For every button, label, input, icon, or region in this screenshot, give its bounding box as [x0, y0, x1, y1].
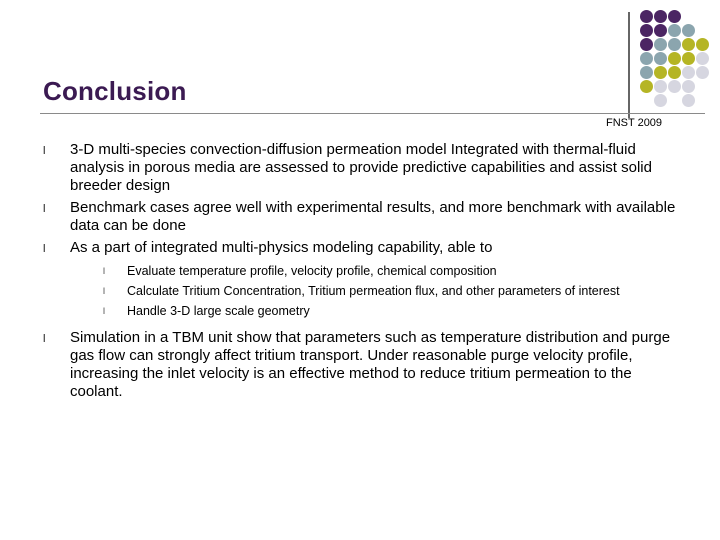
bullet-marker: l	[43, 243, 46, 255]
decorative-dot	[668, 80, 681, 93]
decorative-dot	[640, 66, 653, 79]
bullet-list	[40, 141, 680, 405]
decorative-dot	[654, 94, 667, 107]
sub-bullet-text: Evaluate temperature profile, velocity profile, chemical composition	[127, 264, 497, 278]
decorative-dot	[682, 24, 695, 37]
slide-title: Conclusion	[43, 76, 187, 106]
sub-bullet-marker: l	[103, 266, 105, 276]
decorative-dot	[682, 80, 695, 93]
bullet-text: As a part of integrated multi-physics modeling capability, able to	[70, 239, 493, 256]
decorative-dot	[696, 52, 709, 65]
decorative-dot	[640, 80, 653, 93]
decorative-dot	[654, 10, 667, 23]
conference-label: FNST 2009	[606, 117, 663, 129]
bullet-marker: l	[43, 333, 46, 345]
decorative-dot	[654, 52, 667, 65]
bullet-marker: l	[43, 203, 46, 215]
bullet-item	[40, 239, 680, 321]
sub-bullet-item	[70, 301, 680, 321]
decorative-dot	[682, 52, 695, 65]
sub-bullet-text: Calculate Tritium Concentration, Tritium permeation flux, and other parameters of interest	[127, 284, 620, 298]
bullet-item	[40, 329, 680, 401]
decorative-dot	[654, 80, 667, 93]
decorative-dot	[654, 24, 667, 37]
bullet-text: Simulation in a TBM unit show that parameters such as temperature distribution and purge gas flow can strongly affect tritium transport. Under reasonable purge velocity profile, increasing the inlet velocity is an effective method to reduce tritium permeation to the coolant.	[70, 329, 671, 400]
decorative-dot	[682, 94, 695, 107]
bullet-item	[40, 199, 680, 235]
decorative-dot	[640, 38, 653, 51]
decorative-dot	[668, 10, 681, 23]
sub-bullet-marker: l	[103, 306, 105, 316]
bullet-item	[40, 141, 680, 195]
decorative-dot	[654, 66, 667, 79]
bullet-text: Benchmark cases agree well with experimental results, and more benchmark with available data can be done	[70, 199, 676, 234]
decorative-dot	[668, 52, 681, 65]
title-divider	[40, 113, 705, 114]
bullet-marker: l	[43, 145, 46, 157]
sub-bullet-marker: l	[103, 286, 105, 296]
decorative-dot	[640, 24, 653, 37]
decorative-dot	[640, 10, 653, 23]
decorative-dot	[668, 24, 681, 37]
sub-bullet-text: Handle 3-D large scale geometry	[127, 304, 310, 318]
decorative-dot	[668, 66, 681, 79]
decorative-dot	[696, 66, 709, 79]
decorative-dot	[682, 38, 695, 51]
decorative-dot	[654, 38, 667, 51]
sub-bullet-item	[70, 281, 680, 301]
vertical-divider	[628, 12, 630, 118]
decorative-dot	[668, 38, 681, 51]
sub-bullet-item	[70, 261, 680, 281]
bullet-text: 3-D multi-species convection-diffusion permeation model Integrated with thermal-fluid analysis in porous media are assessed to provide predictive capabilities and assist solid breeder design	[70, 141, 652, 194]
decorative-dot	[640, 52, 653, 65]
dot-grid-icon	[640, 10, 712, 118]
sub-bullet-list	[70, 261, 680, 321]
decorative-dot	[682, 66, 695, 79]
decorative-dot	[696, 38, 709, 51]
